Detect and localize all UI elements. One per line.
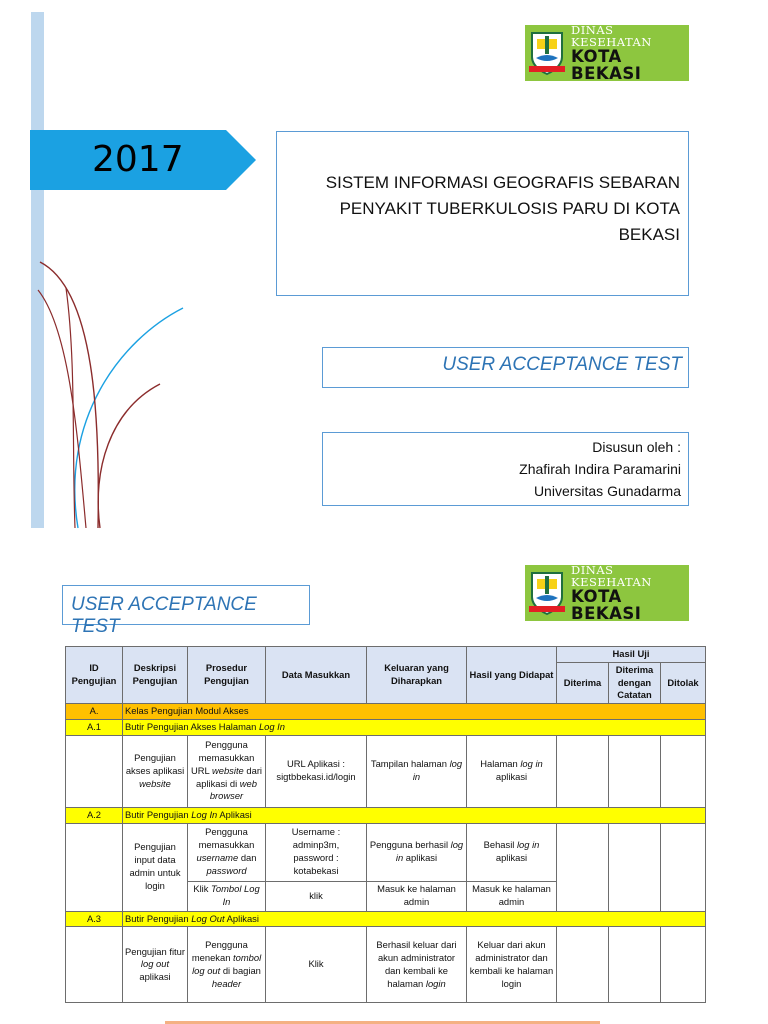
- year-label: 2017: [92, 139, 184, 180]
- logo-line-2: KOTA BEKASI: [571, 46, 642, 84]
- header-diterima: Diterima: [557, 662, 609, 703]
- cell-keluaran: Masuk ke halaman admin: [367, 881, 467, 911]
- logo-line-1: DINAS KESEHATAN: [571, 22, 652, 49]
- city-emblem-icon: [529, 30, 565, 76]
- cell-deskripsi: Pengujian input data admin untuk login: [123, 823, 188, 911]
- page2-heading-box: [62, 585, 310, 637]
- sub-row-a1: [66, 719, 706, 735]
- title-line-1: SISTEM INFORMASI GEOGRAFIS SEBARAN: [325, 173, 680, 192]
- cell-data: Username : adminp3m, password : kotabekasi: [266, 823, 367, 881]
- cell-prosedur: Pengguna memasukkan username dan password: [188, 823, 266, 881]
- header-hasil-uji: Hasil Uji: [557, 647, 706, 663]
- cell-deskripsi: Pengujian akses aplikasi website: [123, 735, 188, 807]
- sub-row-a2: [66, 807, 706, 823]
- cell-diterima-catatan: [609, 927, 661, 1003]
- logo-line-1: DINAS KESEHATAN: [571, 562, 652, 589]
- city-emblem-icon: [529, 570, 565, 616]
- section-row-a: [66, 704, 706, 720]
- cell-prosedur: Klik Tombol Log In: [188, 881, 266, 911]
- cell-id: [66, 927, 123, 1003]
- cell-data: URL Aplikasi : sigtbbekasi.id/login: [266, 735, 367, 807]
- header-prosedur: Prosedur Pengujian: [188, 647, 266, 704]
- sub-id: A.3: [66, 911, 123, 927]
- header-hasil: Hasil yang Didapat: [467, 647, 557, 704]
- sub-label: Butir Pengujian Log In Aplikasi: [123, 807, 706, 823]
- document-title-box: [276, 131, 689, 296]
- title-line-2: PENYAKIT TUBERKULOSIS PARU DI KOTA: [339, 199, 680, 218]
- author-name: Zhafirah Indira Paramarini: [519, 461, 681, 477]
- sub-id: A.2: [66, 807, 123, 823]
- table-header-row: [66, 647, 706, 663]
- header-ditolak: Ditolak: [661, 662, 706, 703]
- dinas-kesehatan-logo-2: [525, 562, 689, 624]
- document-subtitle: USER ACCEPTANCE TEST: [442, 354, 682, 375]
- cell-prosedur: Pengguna menekan tombol log out di bagian header: [188, 927, 266, 1003]
- cell-prosedur: Pengguna memasukkan URL website dari aplikasi di web browser: [188, 735, 266, 807]
- cell-keluaran: Tampilan halaman log in: [367, 735, 467, 807]
- cell-hasil: Halaman log in aplikasi: [467, 735, 557, 807]
- cell-ditolak: [661, 823, 706, 911]
- decorative-stripe: [31, 12, 44, 528]
- cell-keluaran: Berhasil keluar dari akun administrator dan kembali ke halaman login: [367, 927, 467, 1003]
- header-diterima-catatan: Diterima dengan Catatan: [609, 662, 661, 703]
- header-keluaran: Keluaran yang Diharapkan: [367, 647, 467, 704]
- table-row: [66, 823, 706, 881]
- cell-hasil: Keluar dari akun administrator dan kembali ke halaman login: [467, 927, 557, 1003]
- cell-diterima: [557, 927, 609, 1003]
- table-row: [66, 735, 706, 807]
- cell-diterima-catatan: [609, 823, 661, 911]
- dinas-kesehatan-logo: [525, 22, 689, 84]
- cell-ditolak: [661, 735, 706, 807]
- title-line-3: BEKASI: [618, 225, 680, 244]
- cell-hasil: Masuk ke halaman admin: [467, 881, 557, 911]
- cell-diterima-catatan: [609, 735, 661, 807]
- sub-label: Butir Pengujian Akses Halaman Log In: [123, 719, 706, 735]
- header-deskripsi: Deskripsi Pengujian: [123, 647, 188, 704]
- cell-deskripsi: Pengujian fitur log out aplikasi: [123, 927, 188, 1003]
- cell-data: Klik: [266, 927, 367, 1003]
- cell-hasil: Behasil log in aplikasi: [467, 823, 557, 881]
- author-institution: Universitas Gunadarma: [533, 483, 681, 499]
- header-id: ID Pengujian: [66, 647, 123, 704]
- cell-id: [66, 735, 123, 807]
- table-row: [66, 927, 706, 1003]
- cell-ditolak: [661, 927, 706, 1003]
- sub-id: A.1: [66, 719, 123, 735]
- author-label: Disusun oleh :: [592, 439, 681, 455]
- year-banner: [30, 130, 256, 190]
- cell-diterima: [557, 823, 609, 911]
- sub-row-a3: [66, 911, 706, 927]
- subtitle-box: [322, 347, 689, 388]
- cell-diterima: [557, 735, 609, 807]
- uat-table: [65, 646, 706, 1003]
- section-label: Kelas Pengujian Modul Akses: [123, 704, 706, 720]
- header-data: Data Masukkan: [266, 647, 367, 704]
- logo-line-2: KOTA BEKASI: [571, 586, 642, 624]
- cell-id: [66, 823, 123, 911]
- sub-label: Butir Pengujian Log Out Aplikasi: [123, 911, 706, 927]
- section-id: A.: [66, 704, 123, 720]
- cell-keluaran: Pengguna berhasil log in aplikasi: [367, 823, 467, 881]
- author-box: [322, 432, 689, 506]
- cell-data: klik: [266, 881, 367, 911]
- page2-heading: USER ACCEPTANCE TEST: [71, 594, 257, 637]
